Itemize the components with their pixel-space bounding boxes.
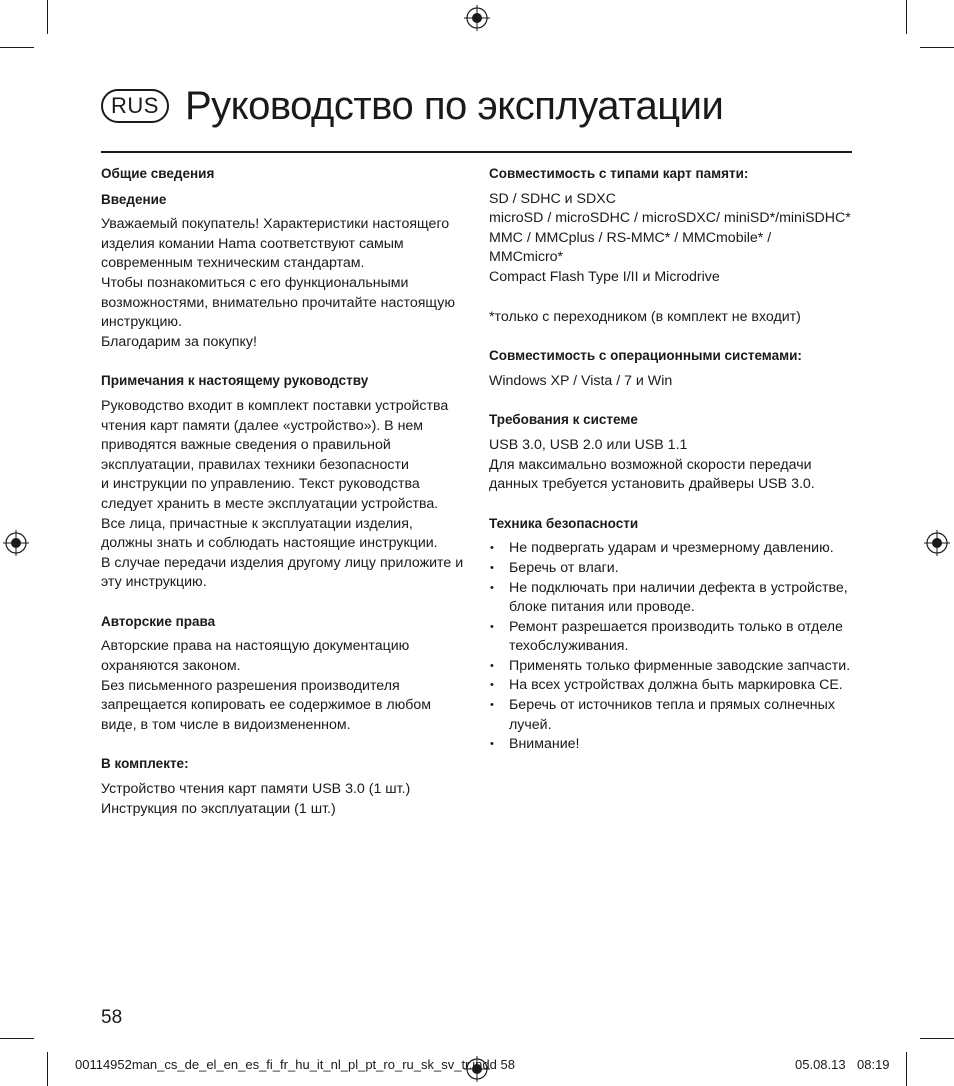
crop-mark bbox=[0, 1038, 34, 1039]
list-item: • На всех устройствах должна быть маркировка CE. bbox=[489, 676, 859, 696]
text-line: и инструкции по управлению. Текст руководства bbox=[101, 476, 420, 493]
package-paragraph bbox=[101, 780, 471, 819]
text-line: должны знать и соблюдать настоящие инструкции. bbox=[101, 535, 438, 552]
text-line: SD / SDHC и SDXC bbox=[489, 190, 616, 207]
safety-list bbox=[489, 539, 859, 755]
text-line: Все лица, причастные к эксплуатации изделия, bbox=[101, 515, 413, 532]
copyright-paragraph bbox=[101, 637, 471, 735]
crop-mark bbox=[47, 1052, 48, 1086]
section-heading: Требования к системе bbox=[489, 412, 638, 428]
crop-mark bbox=[920, 47, 954, 48]
left-column bbox=[101, 164, 471, 819]
footnote: *только с переходником (в комплект не входит) bbox=[489, 308, 801, 325]
section-heading: Совместимость с операционными системами: bbox=[489, 348, 802, 364]
text-line: запрещается копировать ее содержимое в любом bbox=[101, 697, 432, 714]
cards-paragraph bbox=[489, 190, 859, 288]
section-heading: Авторские права bbox=[101, 613, 216, 629]
section-heading: Введение bbox=[101, 191, 167, 207]
text-line: эксплуатации, правилах техники безопасности bbox=[101, 456, 409, 473]
text-line: охраняются законом. bbox=[101, 658, 241, 675]
list-item: • Беречь от источников тепла и прямых солнечных лучей. bbox=[489, 696, 859, 735]
registration-mark-icon bbox=[924, 530, 950, 556]
language-badge: RUS bbox=[101, 89, 169, 123]
footer-date: 05.08.13 bbox=[795, 1057, 846, 1072]
registration-mark-icon bbox=[464, 5, 490, 31]
text-line: Устройство чтения карт памяти USB 3.0 (1 шт.) bbox=[101, 781, 411, 798]
title-rule bbox=[101, 151, 852, 153]
intro-paragraph bbox=[101, 215, 471, 352]
text-line: microSD / microSDHC / microSDXC/ miniSD*/miniSDHC* bbox=[489, 210, 851, 227]
list-item: • Ремонт разрешается производить только в отделе техобслуживания. bbox=[489, 618, 859, 657]
text-line: Чтобы познакомиться с его функциональными bbox=[101, 274, 409, 291]
text-line: Инструкция по эксплуатации (1 шт.) bbox=[101, 800, 336, 817]
crop-mark bbox=[906, 0, 907, 34]
footer-time: 08:19 bbox=[857, 1057, 890, 1072]
text-line: В случае передачи изделия другому лицу приложите и bbox=[101, 554, 464, 571]
text-line: инструкцию. bbox=[101, 314, 183, 331]
text-line: приводятся важные сведения о правильной bbox=[101, 437, 391, 454]
page-number: 58 bbox=[101, 1007, 123, 1028]
section-heading: В комплекте: bbox=[101, 756, 189, 772]
section-heading: Техника безопасности bbox=[489, 515, 639, 531]
requirements-paragraph bbox=[489, 436, 859, 495]
text-line: данных требуется установить драйверы USB 3.0. bbox=[489, 476, 815, 493]
text-line: изделия комании Hama соответствуют самым bbox=[101, 235, 404, 252]
section-heading: Совместимость с типами карт памяти: bbox=[489, 166, 749, 181]
list-item: • Внимание! bbox=[489, 735, 859, 755]
crop-mark bbox=[47, 0, 48, 34]
text-line: возможностями, внимательно прочитайте настоящую bbox=[101, 294, 455, 311]
text-line: Compact Flash Type I/II и Microdrive bbox=[489, 268, 720, 285]
text-line: Для максимально возможной скорости передачи bbox=[489, 456, 812, 473]
text-line: Авторские права на настоящую документацию bbox=[101, 638, 410, 655]
text-line: MMCmicro* bbox=[489, 249, 564, 266]
crop-mark bbox=[0, 47, 34, 48]
text-line: виде, в том числе в видоизмененном. bbox=[101, 716, 351, 733]
text-line: MMC / MMCplus / RS-MMC* / MMCmobile* / bbox=[489, 229, 772, 246]
footer-filename: 00114952man_cs_de_el_en_es_fi_fr_hu_it_nl_pl_pt_ro_ru_sk_sv_tr.indd 58 bbox=[75, 1057, 515, 1072]
text-line: Руководство входит в комплект поставки устройства bbox=[101, 397, 449, 414]
right-column bbox=[489, 164, 859, 755]
crop-mark bbox=[906, 1052, 907, 1086]
notes-paragraph bbox=[101, 397, 471, 593]
list-item: • Беречь от влаги. bbox=[489, 559, 859, 579]
text-line: современным техническим стандартам. bbox=[101, 255, 365, 272]
text-line: Без письменного разрешения производителя bbox=[101, 677, 400, 694]
section-heading: Общие сведения bbox=[101, 166, 215, 181]
text-line: Уважаемый покупатель! Характеристики настоящего bbox=[101, 216, 450, 233]
page-title: Руководство по эксплуатации bbox=[184, 84, 724, 128]
list-item: • Не подвергать ударам и чрезмерному давлению. bbox=[489, 539, 859, 559]
list-item: • Применять только фирменные заводские запчасти. bbox=[489, 657, 859, 677]
text-line: Благодарим за покупку! bbox=[101, 333, 257, 350]
registration-mark-icon bbox=[3, 530, 29, 556]
text-line: USB 3.0, USB 2.0 или USB 1.1 bbox=[489, 436, 688, 453]
crop-mark bbox=[920, 1038, 954, 1039]
text-line: эту инструкцию. bbox=[101, 574, 207, 591]
text-line: чтения карт памяти (далее «устройство»). В нем bbox=[101, 417, 424, 434]
text-line: Windows XP / Vista / 7 и Win bbox=[489, 372, 673, 389]
list-item: • Не подключать при наличии дефекта в устройстве, блоке питания или проводе. bbox=[489, 579, 859, 618]
text-line: следует хранить в месте эксплуатации устройства. bbox=[101, 495, 439, 512]
section-heading: Примечания к настоящему руководству bbox=[101, 373, 369, 389]
page-header bbox=[101, 82, 723, 130]
